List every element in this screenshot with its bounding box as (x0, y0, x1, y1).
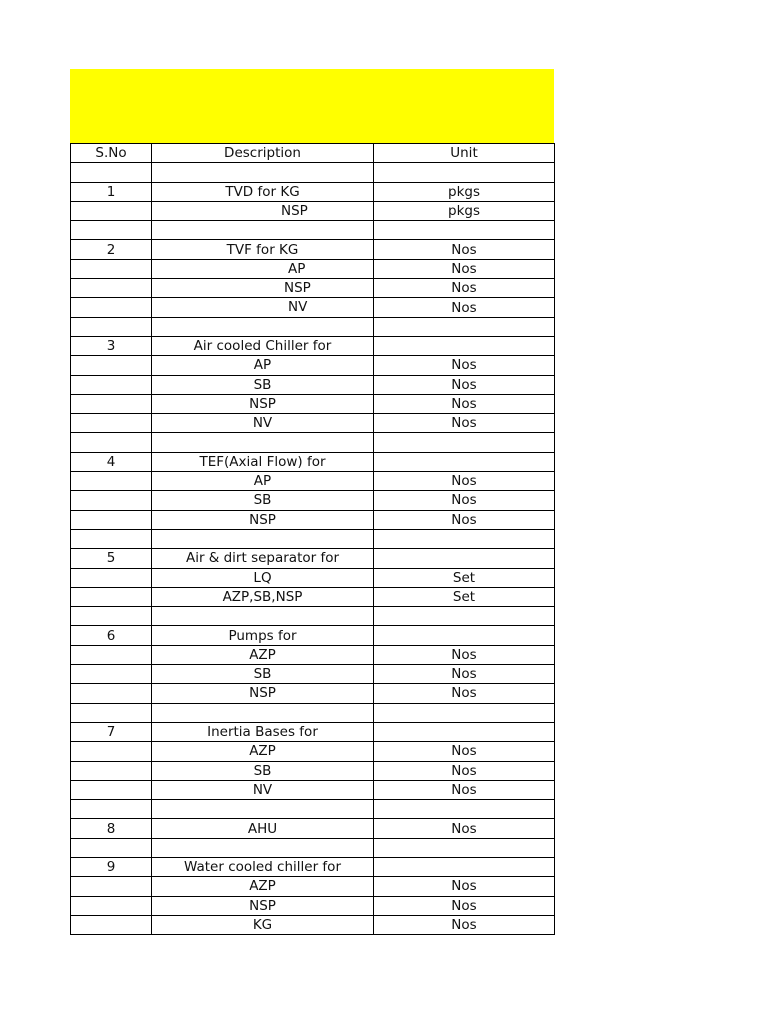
cell-description: Inertia Bases for (152, 722, 374, 741)
cell-description (152, 279, 374, 298)
cell-description (152, 221, 374, 240)
cell-unit: Set (374, 587, 555, 606)
cell-sno (71, 510, 152, 529)
cell-sno (71, 259, 152, 278)
cell-description: NSP (152, 510, 374, 529)
header-sno: S.No (71, 144, 152, 163)
spreadsheet (70, 69, 554, 935)
cell-description (152, 163, 374, 182)
cell-description: NSP (152, 684, 374, 703)
cell-unit: Nos (374, 472, 555, 491)
cell-unit: Nos (374, 279, 555, 298)
items-table (70, 143, 555, 935)
cell-description: SB (152, 761, 374, 780)
cell-sno: 9 (71, 857, 152, 876)
cell-unit (374, 452, 555, 471)
cell-sno (71, 356, 152, 375)
cell-unit: Nos (374, 356, 555, 375)
table-row (71, 279, 555, 298)
table-row (71, 587, 555, 606)
cell-description: AHU (152, 819, 374, 838)
cell-sno (71, 896, 152, 915)
cell-sno: 8 (71, 819, 152, 838)
cell-unit: Nos (374, 780, 555, 799)
header-unit: Unit (374, 144, 555, 163)
cell-sno: 1 (71, 182, 152, 201)
cell-description: Air & dirt separator for (152, 549, 374, 568)
cell-unit: pkgs (374, 182, 555, 201)
table-row (71, 529, 555, 548)
table-row (71, 298, 555, 317)
table-row (71, 645, 555, 664)
table-row (71, 780, 555, 799)
cell-description: TVF for KG (152, 240, 374, 259)
cell-sno: 7 (71, 722, 152, 741)
cell-unit: pkgs (374, 201, 555, 220)
cell-description (152, 433, 374, 452)
cell-description (152, 703, 374, 722)
cell-sno (71, 491, 152, 510)
cell-unit (374, 838, 555, 857)
cell-sno (71, 800, 152, 819)
cell-unit: Nos (374, 684, 555, 703)
cell-sno (71, 279, 152, 298)
cell-description (152, 607, 374, 626)
table-row (71, 549, 555, 568)
cell-unit (374, 800, 555, 819)
table-row (71, 336, 555, 355)
cell-description: AP (152, 356, 374, 375)
table-row (71, 915, 555, 934)
table-row (71, 607, 555, 626)
cell-description (152, 838, 374, 857)
cell-sno (71, 568, 152, 587)
cell-unit: Nos (374, 819, 555, 838)
cell-sno: 6 (71, 626, 152, 645)
cell-unit: Nos (374, 742, 555, 761)
cell-sno (71, 317, 152, 336)
table-row (71, 568, 555, 587)
table-row (71, 665, 555, 684)
cell-sno (71, 761, 152, 780)
cell-unit: Nos (374, 259, 555, 278)
table-row (71, 722, 555, 741)
cell-description: SB (152, 491, 374, 510)
table-row (71, 394, 555, 413)
cell-description-text: NV (288, 299, 308, 316)
cell-unit: Nos (374, 877, 555, 896)
cell-unit: Nos (374, 915, 555, 934)
cell-description: AZP (152, 645, 374, 664)
cell-unit: Nos (374, 375, 555, 394)
cell-unit: Set (374, 568, 555, 587)
cell-description-text: NSP (281, 202, 308, 219)
cell-unit: Nos (374, 394, 555, 413)
cell-unit: Nos (374, 761, 555, 780)
cell-description: NSP (152, 896, 374, 915)
table-row (71, 317, 555, 336)
header-description: Description (152, 144, 374, 163)
cell-sno (71, 163, 152, 182)
cell-unit: Nos (374, 665, 555, 684)
cell-sno (71, 472, 152, 491)
cell-unit (374, 433, 555, 452)
cell-sno (71, 703, 152, 722)
table-row (71, 472, 555, 491)
table-row (71, 491, 555, 510)
table-row (71, 742, 555, 761)
cell-unit: Nos (374, 240, 555, 259)
cell-sno (71, 414, 152, 433)
cell-sno (71, 587, 152, 606)
cell-unit (374, 607, 555, 626)
header-banner (70, 69, 554, 143)
cell-unit (374, 163, 555, 182)
cell-sno: 2 (71, 240, 152, 259)
cell-unit: Nos (374, 645, 555, 664)
table-row (71, 761, 555, 780)
cell-sno (71, 877, 152, 896)
table-row (71, 221, 555, 240)
cell-description-text: AP (288, 260, 306, 277)
cell-sno (71, 221, 152, 240)
cell-description-text: NSP (284, 280, 311, 297)
cell-sno (71, 298, 152, 317)
table-row (71, 684, 555, 703)
cell-sno (71, 838, 152, 857)
cell-description: KG (152, 915, 374, 934)
table-row (71, 510, 555, 529)
cell-description: Water cooled chiller for (152, 857, 374, 876)
cell-sno (71, 742, 152, 761)
cell-sno (71, 665, 152, 684)
cell-unit (374, 221, 555, 240)
cell-description: AP (152, 472, 374, 491)
cell-description: AZP (152, 877, 374, 896)
cell-description: SB (152, 375, 374, 394)
cell-description: SB (152, 665, 374, 684)
table-row (71, 356, 555, 375)
cell-description: AZP,SB,NSP (152, 587, 374, 606)
cell-description: Pumps for (152, 626, 374, 645)
cell-unit (374, 549, 555, 568)
table-row (71, 838, 555, 857)
cell-unit: Nos (374, 491, 555, 510)
cell-sno (71, 433, 152, 452)
table-row (71, 240, 555, 259)
cell-description (152, 298, 374, 317)
table-row (71, 163, 555, 182)
table-row (71, 201, 555, 220)
table-row (71, 800, 555, 819)
cell-sno: 4 (71, 452, 152, 471)
table-row (71, 626, 555, 645)
cell-sno (71, 780, 152, 799)
cell-description: TEF(Axial Flow) for (152, 452, 374, 471)
cell-unit (374, 722, 555, 741)
cell-description: NV (152, 414, 374, 433)
cell-description: Air cooled Chiller for (152, 336, 374, 355)
cell-sno (71, 375, 152, 394)
cell-sno (71, 201, 152, 220)
cell-sno: 5 (71, 549, 152, 568)
table-row (71, 877, 555, 896)
cell-description: NV (152, 780, 374, 799)
cell-description: LQ (152, 568, 374, 587)
cell-unit: Nos (374, 510, 555, 529)
table-row (71, 259, 555, 278)
cell-sno (71, 684, 152, 703)
cell-description: NSP (152, 394, 374, 413)
cell-sno (71, 607, 152, 626)
cell-description (152, 201, 374, 220)
cell-description (152, 317, 374, 336)
table-row (71, 452, 555, 471)
table-row (71, 896, 555, 915)
table-row (71, 819, 555, 838)
cell-unit (374, 703, 555, 722)
cell-description (152, 259, 374, 278)
table-row (71, 182, 555, 201)
header-row (71, 144, 555, 163)
cell-sno: 3 (71, 336, 152, 355)
cell-unit (374, 317, 555, 336)
table-row (71, 433, 555, 452)
table-row (71, 857, 555, 876)
cell-sno (71, 529, 152, 548)
table-body (71, 163, 555, 935)
cell-unit: Nos (374, 414, 555, 433)
cell-unit: Nos (374, 896, 555, 915)
cell-sno (71, 394, 152, 413)
cell-sno (71, 645, 152, 664)
cell-description: AZP (152, 742, 374, 761)
table-row (71, 703, 555, 722)
table-row (71, 414, 555, 433)
cell-unit (374, 857, 555, 876)
cell-description: TVD for KG (152, 182, 374, 201)
cell-description (152, 529, 374, 548)
cell-unit (374, 529, 555, 548)
cell-unit: Nos (374, 298, 555, 317)
cell-sno (71, 915, 152, 934)
cell-unit (374, 626, 555, 645)
table-row (71, 375, 555, 394)
cell-unit (374, 336, 555, 355)
cell-description (152, 800, 374, 819)
